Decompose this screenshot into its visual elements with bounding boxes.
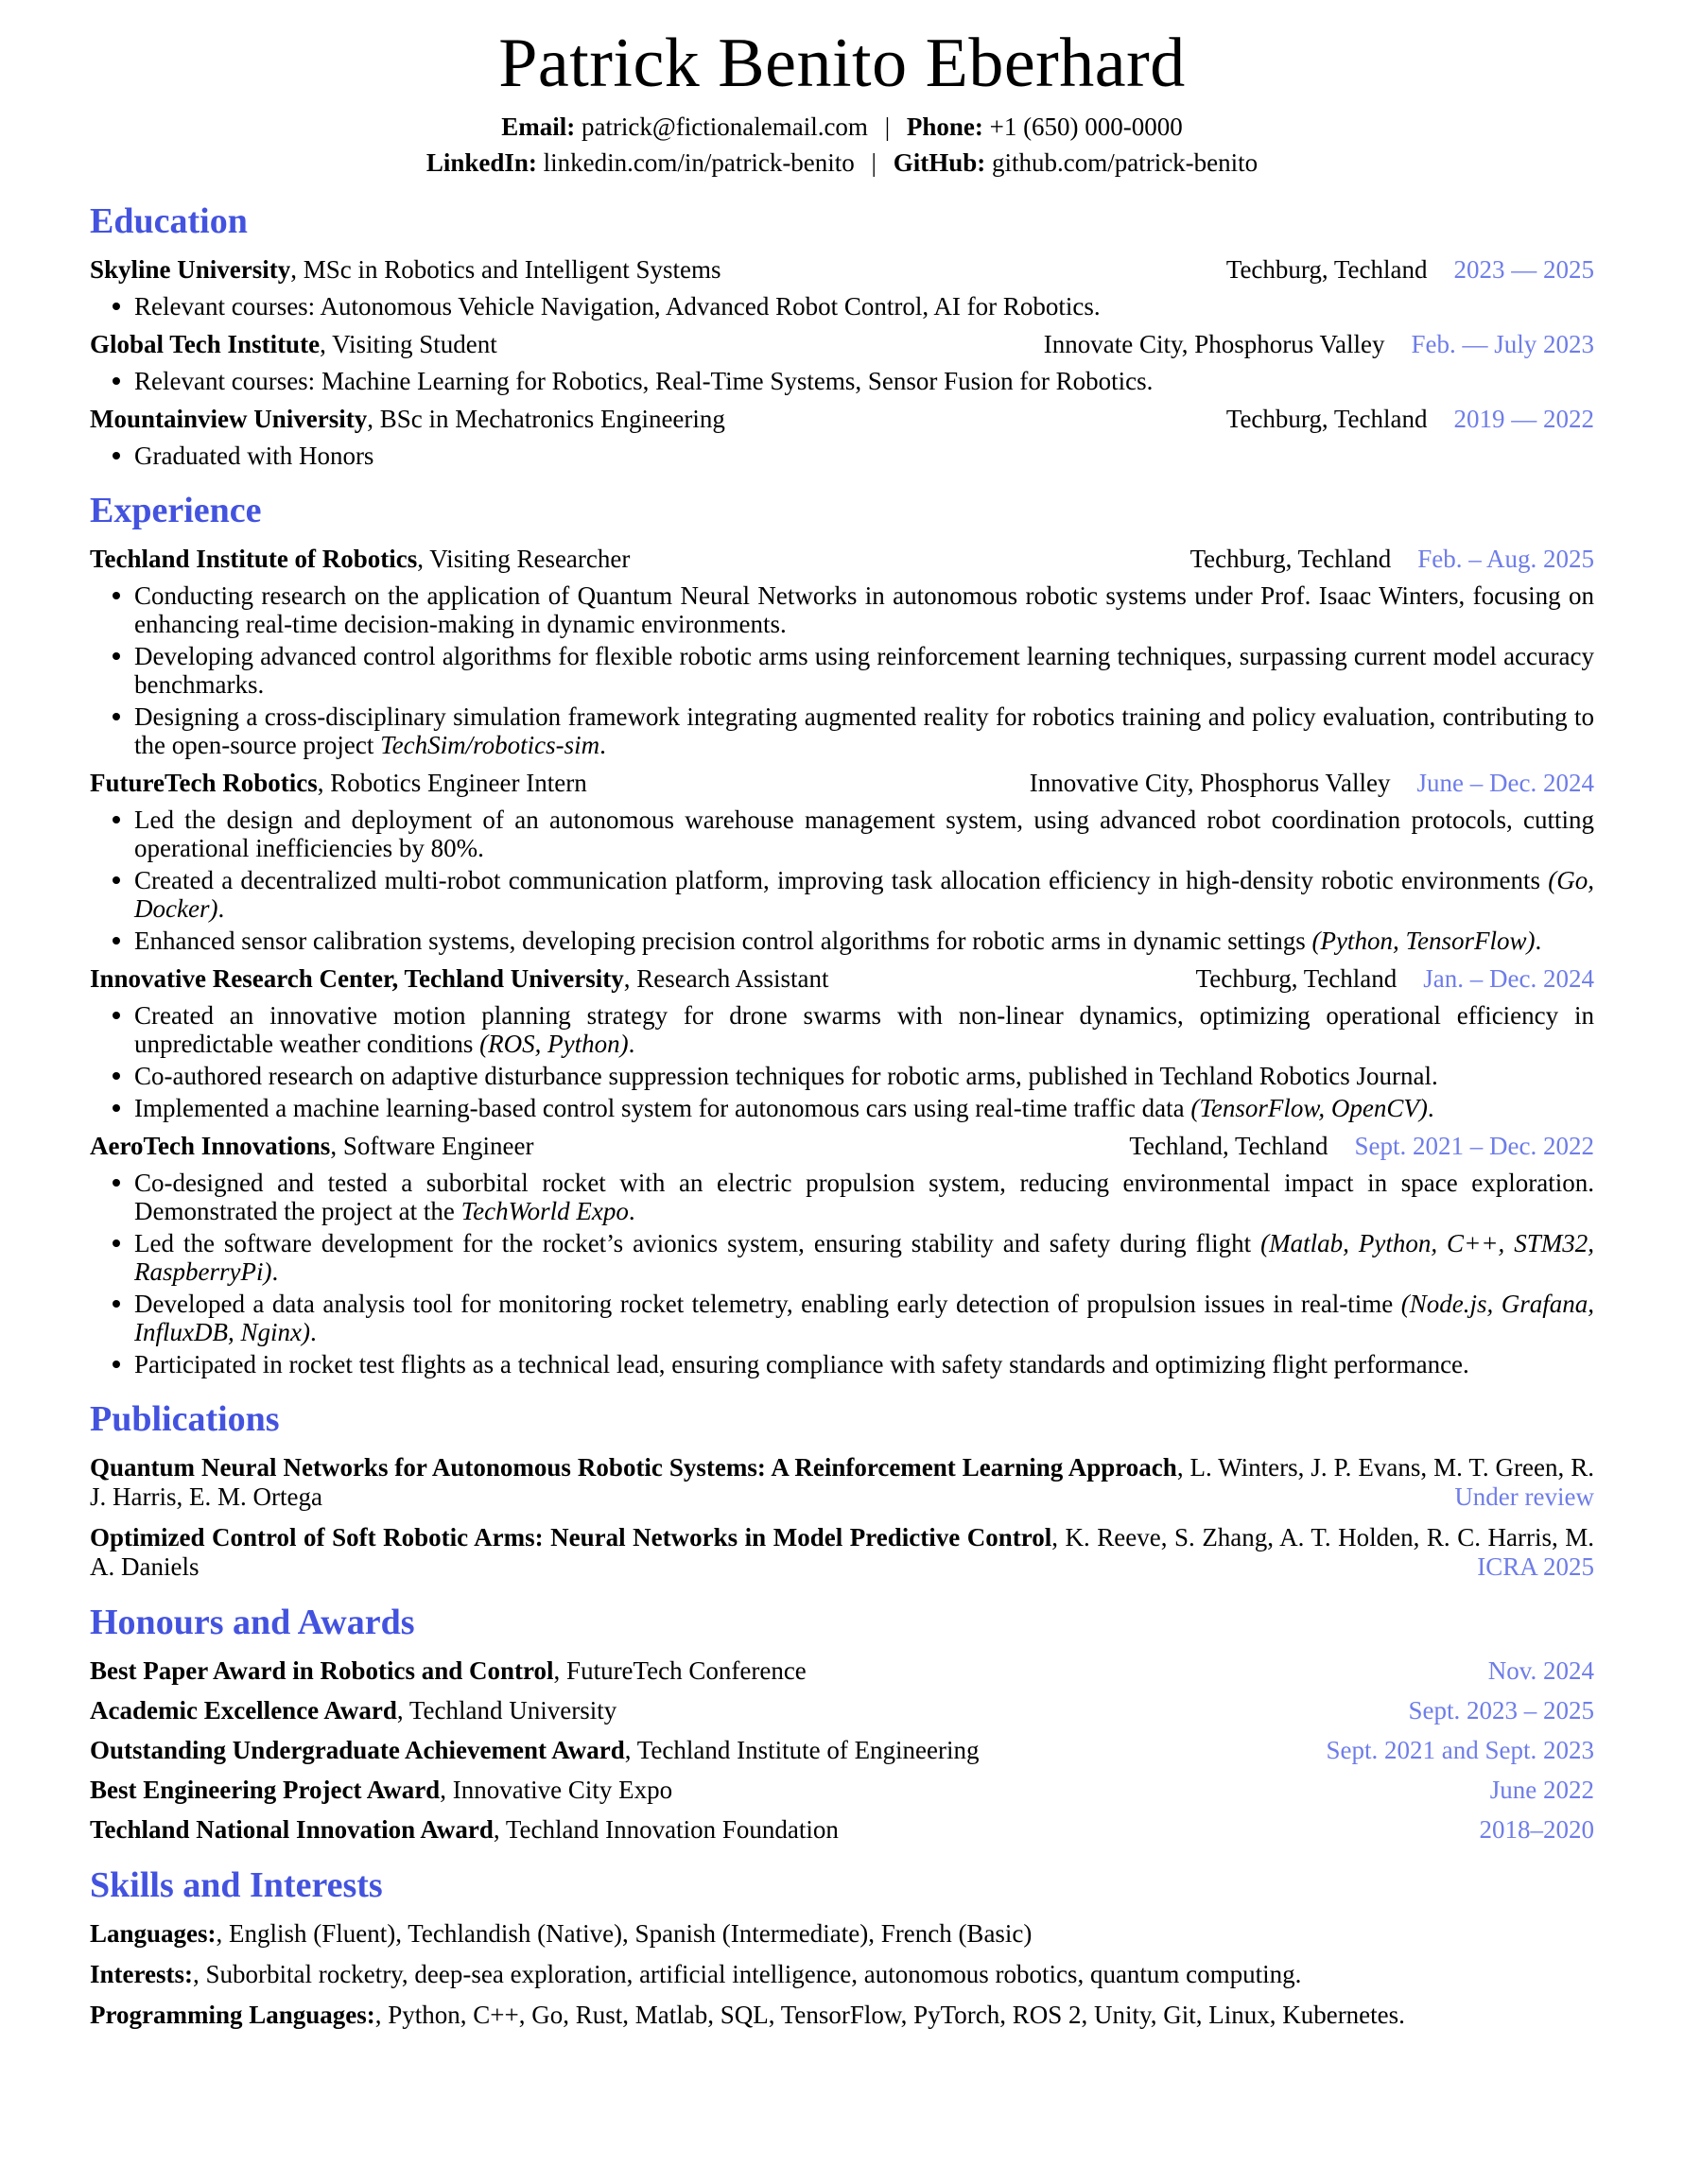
bullet-item bbox=[90, 1062, 1594, 1090]
section-education bbox=[90, 200, 1594, 470]
award-name: Academic Excellence Award bbox=[90, 1695, 397, 1725]
entry-meta bbox=[1196, 964, 1594, 994]
skill-label: Interests: bbox=[90, 1959, 193, 1988]
award-row bbox=[90, 1736, 1594, 1765]
bullet-item bbox=[90, 367, 1594, 395]
entry-org: Innovative Research Center, Techland University bbox=[90, 963, 624, 993]
bullet-item bbox=[90, 642, 1594, 699]
bullet-text: Led the design and deployment of an autonomous warehouse management system, using advanced robot coordination protocols, cutting operational inefficiencies by 80%. bbox=[134, 805, 1594, 862]
entry-dates: 2019 — 2022 bbox=[1453, 404, 1594, 433]
bullet-list bbox=[90, 442, 1594, 470]
bullet-text: (Matlab, Python, C++, STM32, RaspberryPi) bbox=[134, 1228, 1594, 1286]
entry bbox=[90, 769, 1594, 955]
bullet-text: . bbox=[309, 1317, 317, 1346]
bullet-item bbox=[90, 702, 1594, 759]
bullet-text: Co-designed and tested a suborbital rocket with an electric propulsion system, reducing environmental impact in space exploration. Demonstrated the project at the bbox=[134, 1168, 1594, 1225]
entry-dates: Jan. – Dec. 2024 bbox=[1423, 963, 1594, 993]
entry-location: Techburg, Techland bbox=[1225, 254, 1428, 284]
bullet-text: . bbox=[1535, 926, 1542, 955]
experience-heading: Experience bbox=[90, 490, 262, 530]
contact-separator: | bbox=[871, 147, 877, 177]
bullet-list bbox=[90, 1169, 1594, 1378]
entry-role: , MSc in Robotics and Intelligent Systems bbox=[290, 254, 721, 284]
skill-text: , Python, C++, Go, Rust, Matlab, SQL, TensorFlow, PyTorch, ROS 2, Unity, Git, Linux, Kubernetes. bbox=[374, 2000, 1405, 2029]
entry-location: Innovate City, Phosphorus Valley bbox=[1043, 329, 1385, 358]
publication-item bbox=[90, 1523, 1594, 1582]
skill-row bbox=[90, 1960, 1594, 1989]
bullet-text: . bbox=[1427, 1093, 1434, 1122]
bullet-item bbox=[90, 292, 1594, 321]
entry-org: Techland Institute of Robotics bbox=[90, 544, 418, 573]
bullet-text: Implemented a machine learning-based control system for autonomous cars using real-time traffic data bbox=[134, 1093, 1191, 1122]
bullet-text: (Go, Docker) bbox=[134, 865, 1594, 923]
skill-label: Languages: bbox=[90, 1918, 217, 1948]
entry-header bbox=[90, 330, 1594, 359]
award-row bbox=[90, 1656, 1594, 1686]
entry-dates: Feb. – Aug. 2025 bbox=[1417, 544, 1594, 573]
linkedin-label: LinkedIn: bbox=[425, 147, 537, 177]
entry-meta bbox=[1190, 545, 1594, 574]
entry-header bbox=[90, 405, 1594, 434]
entry-role: , Visiting Researcher bbox=[417, 544, 631, 573]
award-name: Techland National Innovation Award bbox=[90, 1814, 494, 1844]
page-title: Patrick Benito Eberhard bbox=[498, 25, 1186, 102]
linkedin-value: linkedin.com/in/patrick-benito bbox=[543, 147, 855, 177]
entry bbox=[90, 964, 1594, 1122]
award-name: Outstanding Undergraduate Achievement Award bbox=[90, 1735, 625, 1764]
bullet-text: TechSim/robotics-sim bbox=[380, 730, 600, 759]
skill-text: , Suborbital rocketry, deep-sea exploration, artificial intelligence, autonomous robotics, quantum computing. bbox=[192, 1959, 1302, 1988]
award-title bbox=[90, 1696, 616, 1725]
bullet-text: Developed a data analysis tool for monitoring rocket telemetry, enabling early detection of propulsion issues in real-time bbox=[134, 1289, 1401, 1318]
bullet-item bbox=[90, 1001, 1594, 1058]
publication-authors: , L. Winters, J. P. Evans, M. T. Green, R. J. Harris, E. M. Ortega bbox=[90, 1452, 1595, 1511]
bullet-text: Relevant courses: Machine Learning for Robotics, Real-Time Systems, Sensor Fusion for Robotics. bbox=[134, 366, 1154, 395]
entry-dates: Feb. — July 2023 bbox=[1411, 329, 1594, 358]
bullet-item bbox=[90, 866, 1594, 923]
entry-meta bbox=[1129, 1132, 1594, 1161]
award-items bbox=[90, 1656, 1594, 1845]
publication-title: Quantum Neural Networks for Autonomous Robotic Systems: A Reinforcement Learning Approach bbox=[90, 1452, 1177, 1482]
contact-line-2 bbox=[90, 145, 1594, 181]
publication-item bbox=[90, 1453, 1594, 1512]
entry-dates: Sept. 2021 – Dec. 2022 bbox=[1354, 1131, 1594, 1160]
award-org: , Techland University bbox=[396, 1695, 617, 1725]
bullet-item bbox=[90, 1169, 1594, 1225]
bullet-text: Relevant courses: Autonomous Vehicle Navigation, Advanced Robot Control, AI for Robotics. bbox=[134, 291, 1101, 321]
bullet-text: Conducting research on the application of Quantum Neural Networks in autonomous robotic systems under Prof. Isaac Winters, focusing on enhancing real-time decision-making in dynamic environments. bbox=[134, 581, 1594, 638]
entry-role: , Research Assistant bbox=[623, 963, 829, 993]
entry-title bbox=[90, 545, 630, 574]
entry-title bbox=[90, 405, 725, 434]
entry bbox=[90, 545, 1594, 759]
bullet-text: Participated in rocket test flights as a technical lead, ensuring compliance with safety standards and optimizing flight performance. bbox=[134, 1349, 1469, 1378]
entry-header bbox=[90, 1132, 1594, 1161]
award-name: Best Engineering Project Award bbox=[90, 1775, 441, 1804]
award-row bbox=[90, 1696, 1594, 1725]
skill-label: Programming Languages: bbox=[90, 2000, 375, 2029]
entry-header bbox=[90, 255, 1594, 285]
skill-items bbox=[90, 1919, 1594, 2030]
award-title bbox=[90, 1736, 980, 1765]
entry-meta bbox=[1030, 769, 1594, 798]
bullet-text: (ROS, Python) bbox=[479, 1029, 629, 1058]
entry-org: Mountainview University bbox=[90, 404, 368, 433]
bullet-item bbox=[90, 1094, 1594, 1122]
contact-block bbox=[90, 109, 1594, 181]
entry-role: , BSc in Mechatronics Engineering bbox=[367, 404, 725, 433]
publication-status: Under review bbox=[1441, 1482, 1594, 1512]
publications-heading: Publications bbox=[90, 1398, 280, 1439]
bullet-text: Created a decentralized multi-robot communication platform, improving task allocation efficiency in high-density robotic environments bbox=[134, 865, 1549, 894]
publication-status: ICRA 2025 bbox=[1464, 1552, 1594, 1582]
bullet-list bbox=[90, 292, 1594, 321]
entry-header bbox=[90, 769, 1594, 798]
skill-text: , English (Fluent), Techlandish (Native), Spanish (Intermediate), French (Basic) bbox=[216, 1918, 1033, 1948]
award-date: 2018–2020 bbox=[1479, 1814, 1594, 1844]
bullet-list bbox=[90, 581, 1594, 759]
phone-value: +1 (650) 000-0000 bbox=[989, 112, 1183, 141]
bullet-text: Graduated with Honors bbox=[134, 441, 374, 470]
bullet-list bbox=[90, 1001, 1594, 1122]
award-org: , Innovative City Expo bbox=[440, 1775, 673, 1804]
bullet-text: . bbox=[628, 1029, 635, 1058]
section-experience bbox=[90, 490, 1594, 1378]
entry-role: , Robotics Engineer Intern bbox=[317, 768, 587, 797]
bullet-text: (Python, TensorFlow) bbox=[1311, 926, 1536, 955]
entry bbox=[90, 330, 1594, 395]
bullet-list bbox=[90, 367, 1594, 395]
entry-location: Innovative City, Phosphorus Valley bbox=[1029, 768, 1391, 797]
entry-meta bbox=[1044, 330, 1594, 359]
entry-title bbox=[90, 964, 828, 994]
contact-separator: | bbox=[884, 112, 891, 141]
bullet-text: . bbox=[628, 1196, 635, 1225]
award-date: Sept. 2021 and Sept. 2023 bbox=[1326, 1735, 1594, 1764]
entry-org: Skyline University bbox=[90, 254, 291, 284]
bullet-text: Designing a cross-disciplinary simulation framework integrating augmented reality for robotics training and policy evaluation, contributing to the open-source project bbox=[134, 702, 1594, 759]
award-date: June 2022 bbox=[1489, 1775, 1594, 1804]
bullet-text: . bbox=[599, 730, 606, 759]
award-row bbox=[90, 1815, 1594, 1845]
bullet-text: (Node.js, Grafana, InfluxDB, Nginx) bbox=[134, 1289, 1595, 1346]
entry bbox=[90, 255, 1594, 321]
entry-org: AeroTech Innovations bbox=[90, 1131, 331, 1160]
github-label: GitHub: bbox=[893, 147, 986, 177]
bullet-text: TechWorld Expo bbox=[460, 1196, 629, 1225]
entry bbox=[90, 1132, 1594, 1378]
phone-label: Phone: bbox=[906, 112, 983, 141]
education-heading: Education bbox=[90, 200, 248, 241]
bullet-text: Created an innovative motion planning strategy for drone swarms with non-linear dynamics, optimizing operational efficiency in unpredictable weather conditions bbox=[134, 1000, 1594, 1058]
publication-items bbox=[90, 1453, 1594, 1582]
entry-meta bbox=[1226, 255, 1594, 285]
bullet-list bbox=[90, 806, 1594, 955]
publication-title: Optimized Control of Soft Robotic Arms: Neural Networks in Model Predictive Control bbox=[90, 1522, 1052, 1551]
bullet-item bbox=[90, 1290, 1594, 1346]
section-skills bbox=[90, 1864, 1594, 2030]
bullet-text: Developing advanced control algorithms for flexible robotic arms using reinforcement learning techniques, surpassing current model accuracy benchmarks. bbox=[134, 641, 1594, 699]
github-value: github.com/patrick-benito bbox=[991, 147, 1259, 177]
entry-title bbox=[90, 330, 497, 359]
entry-location: Techburg, Techland bbox=[1195, 963, 1398, 993]
award-org: , Techland Institute of Engineering bbox=[624, 1735, 980, 1764]
entry-role: , Software Engineer bbox=[330, 1131, 534, 1160]
award-date: Sept. 2023 – 2025 bbox=[1408, 1695, 1594, 1725]
skills-heading: Skills and Interests bbox=[90, 1864, 383, 1905]
entry-dates: June – Dec. 2024 bbox=[1416, 768, 1594, 797]
entry-header bbox=[90, 964, 1594, 994]
section-awards bbox=[90, 1602, 1594, 1845]
entry bbox=[90, 405, 1594, 470]
award-date: Nov. 2024 bbox=[1487, 1655, 1594, 1685]
award-title bbox=[90, 1776, 672, 1805]
entry-role: , Visiting Student bbox=[320, 329, 497, 358]
bullet-item bbox=[90, 1229, 1594, 1286]
entry-header bbox=[90, 545, 1594, 574]
awards-heading: Honours and Awards bbox=[90, 1602, 415, 1642]
bullet-item bbox=[90, 1350, 1594, 1378]
entry-location: Techland, Techland bbox=[1129, 1131, 1328, 1160]
email-value: patrick@fictionalemail.com bbox=[581, 112, 868, 141]
bullet-text: . bbox=[217, 893, 225, 923]
entry-title bbox=[90, 255, 721, 285]
entry-org: FutureTech Robotics bbox=[90, 768, 318, 797]
contact-line-1 bbox=[90, 109, 1594, 145]
bullet-text: Co-authored research on adaptive disturbance suppression techniques for robotic arms, published in Techland Robotics Journal. bbox=[134, 1061, 1438, 1090]
award-org: , Techland Innovation Foundation bbox=[493, 1814, 839, 1844]
bullet-text: Led the software development for the rocket’s avionics system, ensuring stability and safety during flight bbox=[134, 1228, 1261, 1257]
section-publications bbox=[90, 1398, 1594, 1582]
entry-title bbox=[90, 1132, 533, 1161]
bullet-item bbox=[90, 806, 1594, 862]
award-org: , FutureTech Conference bbox=[553, 1655, 807, 1685]
bullet-text: (TensorFlow, OpenCV) bbox=[1190, 1093, 1428, 1122]
award-title bbox=[90, 1656, 807, 1686]
skill-row bbox=[90, 1919, 1594, 1949]
award-title bbox=[90, 1815, 839, 1845]
entry-location: Techburg, Techland bbox=[1189, 544, 1392, 573]
entry-location: Techburg, Techland bbox=[1225, 404, 1428, 433]
entry-org: Global Tech Institute bbox=[90, 329, 321, 358]
award-name: Best Paper Award in Robotics and Control bbox=[90, 1655, 554, 1685]
education-entries bbox=[90, 255, 1594, 470]
entry-dates: 2023 — 2025 bbox=[1453, 254, 1594, 284]
entry-title bbox=[90, 769, 587, 798]
bullet-text: . bbox=[271, 1257, 279, 1286]
skill-row bbox=[90, 2001, 1594, 2030]
award-row bbox=[90, 1776, 1594, 1805]
bullet-text: Enhanced sensor calibration systems, developing precision control algorithms for robotic arms in dynamic settings bbox=[134, 926, 1312, 955]
email-label: Email: bbox=[501, 112, 576, 141]
experience-entries bbox=[90, 545, 1594, 1378]
bullet-item bbox=[90, 442, 1594, 470]
bullet-item bbox=[90, 581, 1594, 638]
publication-authors: , K. Reeve, S. Zhang, A. T. Holden, R. C. Harris, M. A. Daniels bbox=[90, 1522, 1594, 1581]
entry-meta bbox=[1226, 405, 1594, 434]
bullet-item bbox=[90, 927, 1594, 955]
